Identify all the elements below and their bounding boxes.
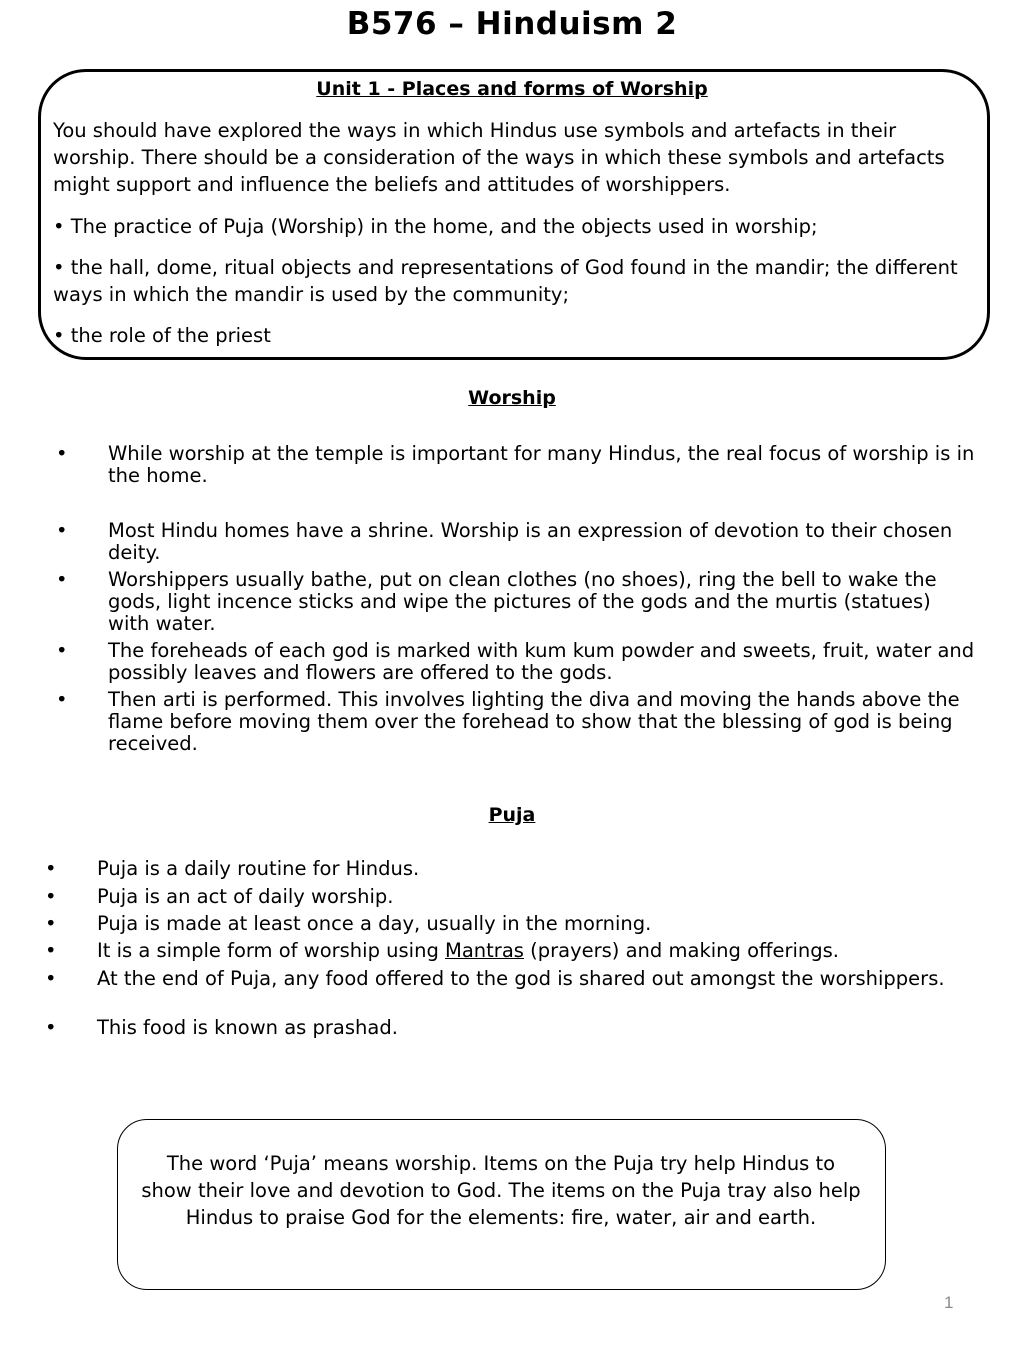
unit-point: • the hall, dome, ritual objects and representations of God found in the mandir; the different ways in which the mandir is used by the community; <box>53 256 958 306</box>
unit-point: • the role of the priest <box>53 324 271 347</box>
list-item-text: This food is known as prashad. <box>97 1016 398 1039</box>
list-item-text: Worshippers usually bathe, put on clean clothes (no shoes), ring the bell to wake the gods, light incence sticks and wipe the pictures of the gods and the murtis (statues) with water. <box>108 568 937 635</box>
mantras-link[interactable]: Mantras <box>445 939 524 962</box>
unit-heading: Unit 1 - Places and forms of Worship <box>316 78 708 100</box>
mantras-text-after: (prayers) and making offerings. <box>523 939 839 962</box>
bullet: • <box>56 519 68 542</box>
list-item-text: While worship at the temple is important for many Hindus, the real focus of worship is in the home. <box>108 442 975 487</box>
bullet: • <box>56 639 68 662</box>
list-item-text: The foreheads of each god is marked with kum kum powder and sweets, fruit, water and possibly leaves and flowers are offered to the gods. <box>108 639 975 684</box>
bullet: • <box>56 442 68 465</box>
page-title: B576 – Hinduism 2 <box>346 6 678 42</box>
bullet: • <box>56 688 68 711</box>
mantras-text-before: It is a simple form of worship using <box>97 939 446 962</box>
list-item-text <box>97 940 967 962</box>
list-item-text: Then arti is performed. This involves lighting the diva and moving the hands above the flame before moving them over the forehead to show that the blessing of god is being received. <box>108 688 960 755</box>
list-item-text: Most Hindu homes have a shrine. Worship is an expression of devotion to their chosen deity. <box>108 519 953 564</box>
unit-point: • The practice of Puja (Worship) in the home, and the objects used in worship; <box>53 215 818 238</box>
bullet: • <box>45 885 57 908</box>
bullet: • <box>45 939 57 962</box>
unit-intro: You should have explored the ways in which Hindus use symbols and artefacts in their worship. There should be a consideration of the ways in which these symbols and artefacts might support and influence the beliefs and attitudes of worshippers. <box>53 119 945 196</box>
worship-heading: Worship <box>468 387 556 409</box>
list-item-text: Puja is a daily routine for Hindus. <box>97 857 420 880</box>
bullet: • <box>45 857 57 880</box>
bullet: • <box>45 1016 57 1039</box>
note-text: The word ‘Puja’ means worship. Items on the Puja try help Hindus to show their love and devotion to God. The items on the Puja tray also help Hindus to praise God for the elements: fire, water, air and earth. <box>141 1152 861 1229</box>
puja-heading: Puja <box>488 804 536 826</box>
list-item-text: Puja is made at least once a day, usually in the morning. <box>97 912 652 935</box>
bullet: • <box>56 568 68 591</box>
bullet: • <box>45 967 57 990</box>
list-item-text: At the end of Puja, any food offered to the god is shared out amongst the worshippers. <box>97 967 945 990</box>
page-number: 1 <box>944 1293 954 1312</box>
bullet: • <box>45 912 57 935</box>
list-item-text: Puja is an act of daily worship. <box>97 885 394 908</box>
